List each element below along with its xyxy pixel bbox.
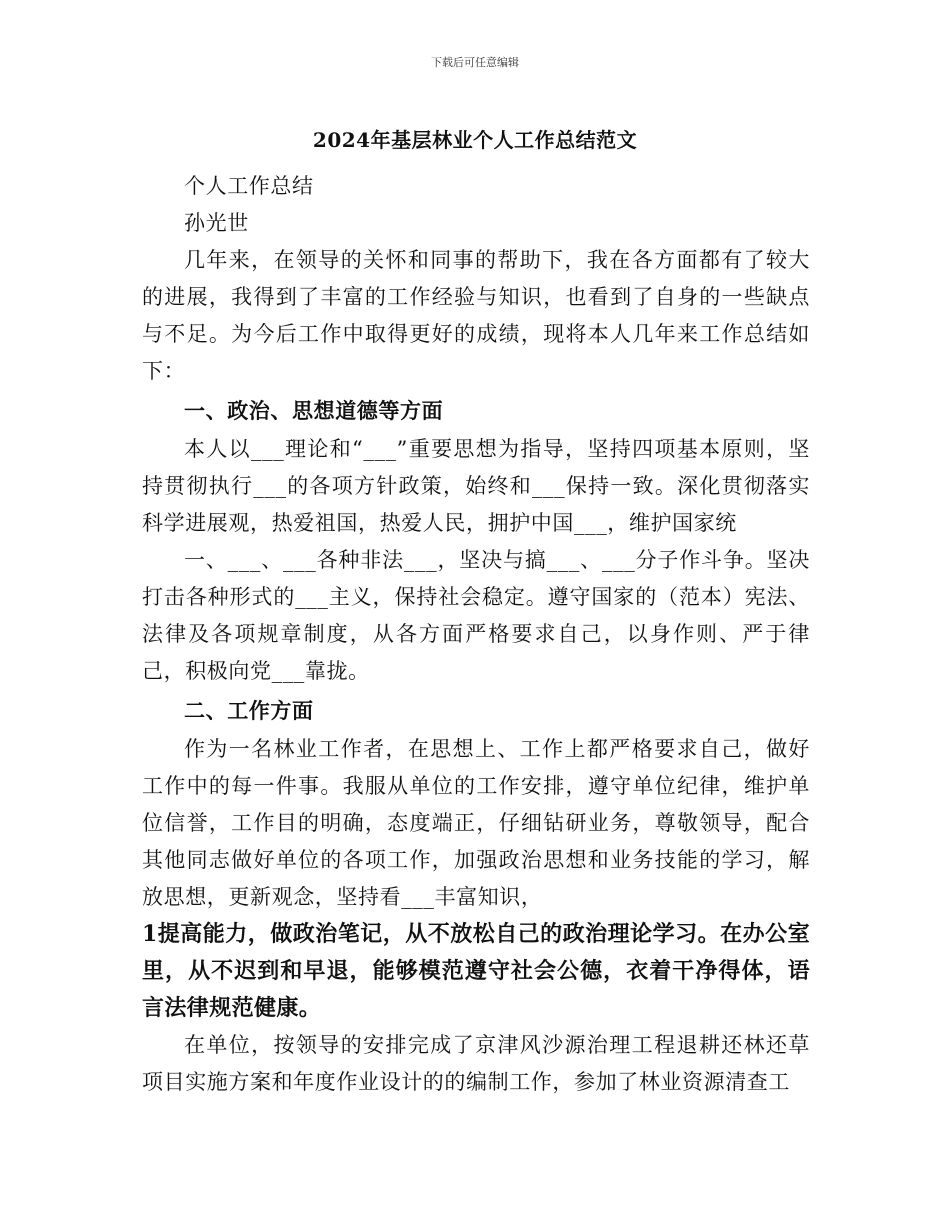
body-paragraph: 在单位，按领导的安排完成了京津风沙源治理工程退耕还林还草项目实施方案和年度作业设计的的编制工作，参加了林业资源清查工 [142, 1033, 810, 1094]
section-heading-2: 二、工作方面 [184, 698, 314, 723]
document-body [142, 168, 810, 1101]
section-heading-1: 一、政治、思想道德等方面 [184, 398, 444, 423]
subtitle-paragraph: 个人工作总结 [184, 174, 314, 198]
body-paragraph: 本人以___理论和“___”重要思想为指导，坚持四项基本原则，坚持贯彻执行___的各项方针政策，始终和___保持一致。深化贯彻落实科学进展观，热爱祖国，热爱人民，拥护中国___，维护国家统 [142, 437, 810, 535]
bold-paragraph: 1提高能力，做政治笔记，从不放松自己的政治理论学习。在办公室里，从不迟到和早退，能够模范遵守社会公德，衣着干净得体，语言法律规范健康。 [142, 921, 810, 1021]
body-paragraph: 一、___、___各种非法___，坚决与搞___、___分子作斗争。坚决打击各种形式的___主义，保持社会稳定。遵守国家的（范本）宪法、法律及各项规章制度，从各方面严格要求自己，以身作则、严于律己，积极向党___靠拢。 [142, 548, 810, 683]
document-title: 2024年基层林业个人工作总结范文 [312, 128, 638, 152]
author-paragraph: 孙光世 [184, 211, 249, 235]
header-note: 下载后可任意编辑 [431, 56, 519, 69]
body-paragraph: 作为一名林业工作者，在思想上、工作上都严格要求自己，做好工作中的每一件事。我服从单位的工作安排，遵守单位纪律，维护单位信誉，工作目的明确，态度端正，仔细钻研业务，尊敬领导，配合其他同志做好单位的各项工作，加强政治思想和业务技能的学习，解放思想，更新观念，坚持看___丰富知识， [142, 737, 810, 909]
intro-paragraph: 几年来，在领导的关怀和同事的帮助下，我在各方面都有了较大的进展，我得到了丰富的工作经验与知识，也看到了自身的一些缺点与不足。为今后工作中取得更好的成绩，现将本人几年来工作总结如下： [142, 248, 810, 383]
